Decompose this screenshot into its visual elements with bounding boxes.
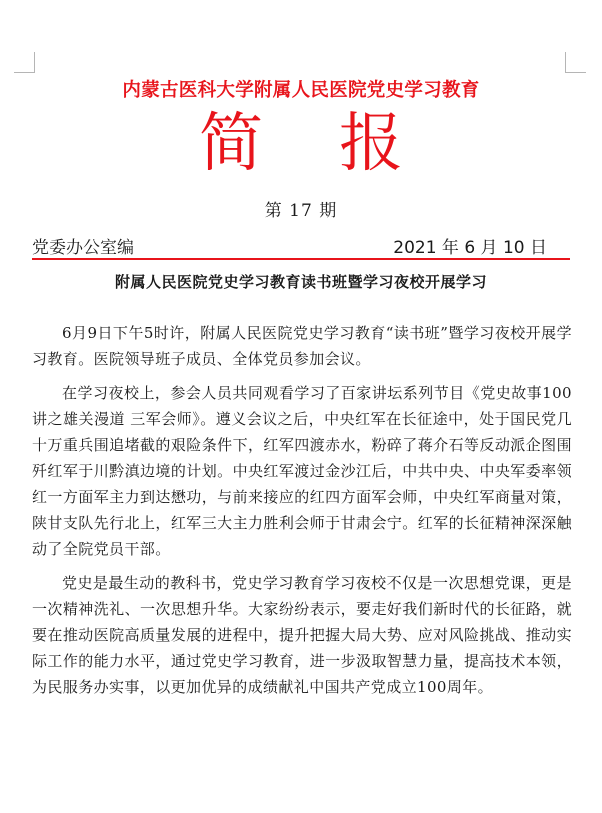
paragraph: 6月9日下午5时许，附属人民医院党史学习教育“读书班”暨学习夜校开展学习教育。医院领导班子成员、全体党员参加会议。 (32, 324, 572, 368)
editor-line: 党委办公室编 (32, 238, 134, 258)
brief-masthead (0, 102, 602, 186)
organization-title: 内蒙古医科大学附属人民医院党史学习教育 (122, 80, 480, 101)
article-body (32, 320, 572, 700)
issue-date: 2021 年 6 月 10 日 (393, 238, 547, 258)
issue-number: 第 17 期 (264, 201, 338, 221)
brief-char-jian: 简 (199, 107, 263, 181)
crop-mark-top-left (14, 52, 35, 73)
crop-mark-top-right (565, 52, 586, 73)
article-title: 附属人民医院党史学习教育读书班暨学习夜校开展学习 (114, 273, 487, 291)
brief-char-bao: 报 (339, 107, 403, 181)
paragraph: 在学习夜校上，参会人员共同观看学习了百家讲坛系列节目《党史故事100讲之雄关漫道 三军会师》。遵义会议之后，中央红军在长征途中，处于国民党几十万重兵围追堵截的艰险条件下，红军四渡赤水，粉碎了蒋介石等反动派企图围歼红军于川黔滇边境的计划。中央红军渡过金沙江后，中共中央、中央军委率领红一方面军主力到达懋功，与前来接应的红四方面军会师，中央红军商量对策，陕甘支队先行北上，红军三大主力胜利会师于甘肃会宁。红军的长征精神深深触动了全院党员干部。 (32, 384, 572, 558)
red-divider (32, 258, 570, 260)
paragraph: 党史是最生动的教科书，党史学习教育学习夜校不仅是一次思想党课，更是一次精神洗礼、一次思想升华。大家纷纷表示，要走好我们新时代的长征路，就要在推动医院高质量发展的进程中，提升把握大局大势、应对风险挑战、推动实际工作的能力水平，通过党史学习教育，进一步汲取智慧力量，提高技术本领，为民服务办实事，以更加优异的成绩献礼中国共产党成立100周年。 (32, 574, 572, 696)
